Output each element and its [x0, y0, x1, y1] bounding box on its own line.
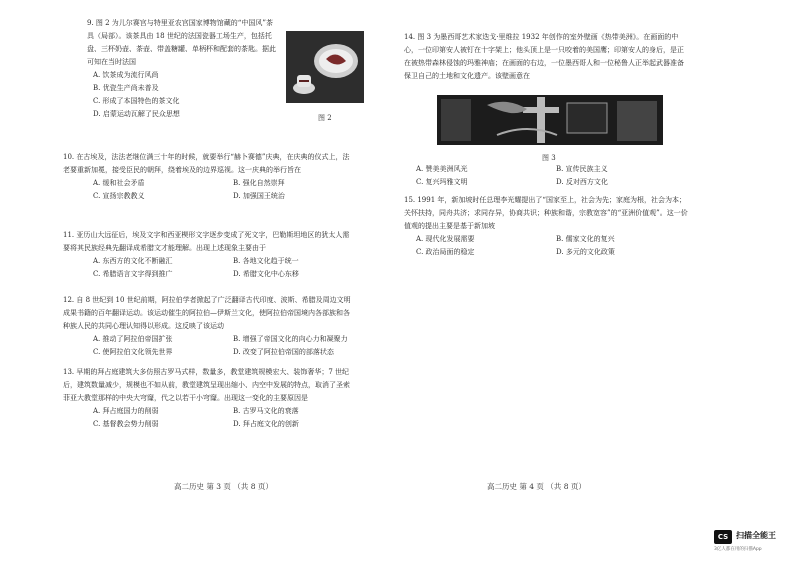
option-a: A. 东西方的文化不断融汇 — [93, 257, 173, 265]
exam-page-right — [397, 0, 794, 561]
page-footer: 高二历史 第 4 页 （共 8 页） — [487, 482, 586, 491]
question-stem: 10. 在古埃及，法法老继位满三十年的时候，就要举行“赫卜赛德”庆典，在庆典的仪式上，法老要重新加冕，接受臣民的朝拜，绕着埃及的边界巡视。这一庆典的举行旨在 — [63, 153, 350, 174]
scanner-app-subtitle: 3亿人都在用的扫描App — [714, 547, 762, 552]
option-d: D. 希腊文化中心东移 — [233, 270, 299, 278]
option-c: C. 希腊语言文字得到推广 — [93, 270, 173, 278]
option-a: A. 饮茶成为流行风尚 — [93, 71, 159, 79]
question-11 — [63, 229, 353, 281]
option-b: B. 各地文化趋于统一 — [233, 257, 299, 265]
question-stem: 15. 1991 年，新加坡时任总理李光耀提出了“国家至上，社会为先；家庭为根，社会为本；关怀扶持，同舟共济；求同存异，协商共识；种族和谐，宗教宽容”的“亚洲价值观”。这一价值观的提出主要是基于新加坡 — [404, 196, 688, 230]
page-footer: 高二历史 第 3 页 （共 8 页） — [174, 482, 273, 491]
question-13 — [63, 366, 353, 431]
question-14-options — [414, 163, 690, 189]
figure-3-caption: 图 3 — [542, 154, 556, 162]
question-stem: 9. 图 2 为儿尔赛宫与特里亚农宫国家博物馆藏的“中国风”茶具（局部）。该茶具由 18 世纪的法国瓷器工场生产，包括托盘、三杯奶壶、茶壶、带盖糖罐、单柄杯和配套的茶匙。据此可知在当时法国 — [87, 19, 276, 66]
figure-3-mural-image — [437, 95, 663, 145]
option-d: D. 改变了阿拉伯帝国的部落状态 — [233, 348, 334, 356]
option-a: A. 推动了阿拉伯帝国扩张 — [93, 335, 173, 343]
option-c: C. 复兴玛雅文明 — [416, 178, 468, 186]
option-c: C. 形成了本国特色的茶文化 — [93, 97, 180, 105]
option-c: C. 政治局面的稳定 — [416, 248, 475, 256]
option-c: C. 宣扬宗教教义 — [93, 192, 145, 200]
option-d: D. 加强国王统治 — [233, 192, 285, 200]
question-9 — [87, 17, 277, 121]
question-15 — [404, 194, 690, 259]
question-12 — [63, 294, 353, 359]
option-a: A. 现代化发展需要 — [416, 235, 475, 243]
option-d: D. 拜占庭文化的创新 — [233, 420, 299, 428]
option-b: B. 宣传民族主义 — [556, 165, 608, 173]
option-b: B. 增强了帝国文化的向心力和凝聚力 — [233, 335, 348, 343]
option-d: D. 启蒙运动瓦解了民众思想 — [93, 110, 180, 118]
question-14 — [404, 31, 690, 83]
scanner-app-badge — [714, 528, 794, 558]
option-d: D. 多元的文化政策 — [556, 248, 615, 256]
figure-2-tea-set-image — [286, 31, 364, 103]
question-stem: 12. 自 8 世纪到 10 世纪前期，阿拉伯学者掀起了广泛翻译古代印度、波斯、希腊及周边文明成果书籍的百年翻译运动。该运动催生的阿拉伯—伊斯兰文化，使阿拉伯帝国境内各部族和各种族人民的共同心理认知得以形成。这反映了该运动 — [63, 296, 351, 330]
option-a: A. 缓和社会矛盾 — [93, 179, 145, 187]
camscanner-logo-icon: CS — [714, 530, 732, 544]
option-c: C. 使阿拉伯文化领先世界 — [93, 348, 173, 356]
figure-2-caption: 图 2 — [318, 114, 332, 122]
option-c: C. 基督教会势力削弱 — [93, 420, 159, 428]
option-a: A. 赞美美洲风光 — [416, 165, 468, 173]
option-b: B. 优瓷生产尚未普及 — [93, 84, 159, 92]
option-b: B. 儒家文化的复兴 — [556, 235, 615, 243]
question-stem: 13. 早期的拜占庭建筑大多仿照古罗马式样，数量多，教堂建筑规模宏大、装饰奢华；7 世纪后，建筑数量减少，规模也不如从前，教堂建筑呈现出缩小、内空中发展的特点，取消了圣索菲亚大教堂那样的中央大穹窿，代之以若干小穹窿。出现这一变化的主要原因是 — [63, 368, 350, 402]
option-b: B. 强化自然崇拜 — [233, 179, 285, 187]
option-b: B. 古罗马文化的衰落 — [233, 407, 299, 415]
option-d: D. 反对西方文化 — [556, 178, 608, 186]
option-a: A. 拜占庭国力的削弱 — [93, 407, 159, 415]
question-10 — [63, 151, 353, 203]
question-stem: 14. 图 3 为墨西哥艺术家迭戈·里维拉 1932 年创作的室外壁画《热带美洲》。在画面的中心，一位印第安人被钉在十字架上；他头顶上是一只咬着的美国鹰；印第安人的身后，是正在被热带森林侵蚀的玛雅神庙；在画面的右边，一位墨西哥人和一位秘鲁人正举起武器准备保卫自己的土地和文化遗产。该壁画意在 — [404, 33, 684, 80]
scanner-app-title: 扫描全能王 — [736, 531, 776, 540]
question-stem: 11. 亚历山大远征后，埃及文字和西亚楔形文字逐步变成了死文字，巴勒斯坦地区的犹太人需要将其民族经典先翻译成希腊文才能理解。出现上述现象主要由于 — [63, 231, 350, 252]
